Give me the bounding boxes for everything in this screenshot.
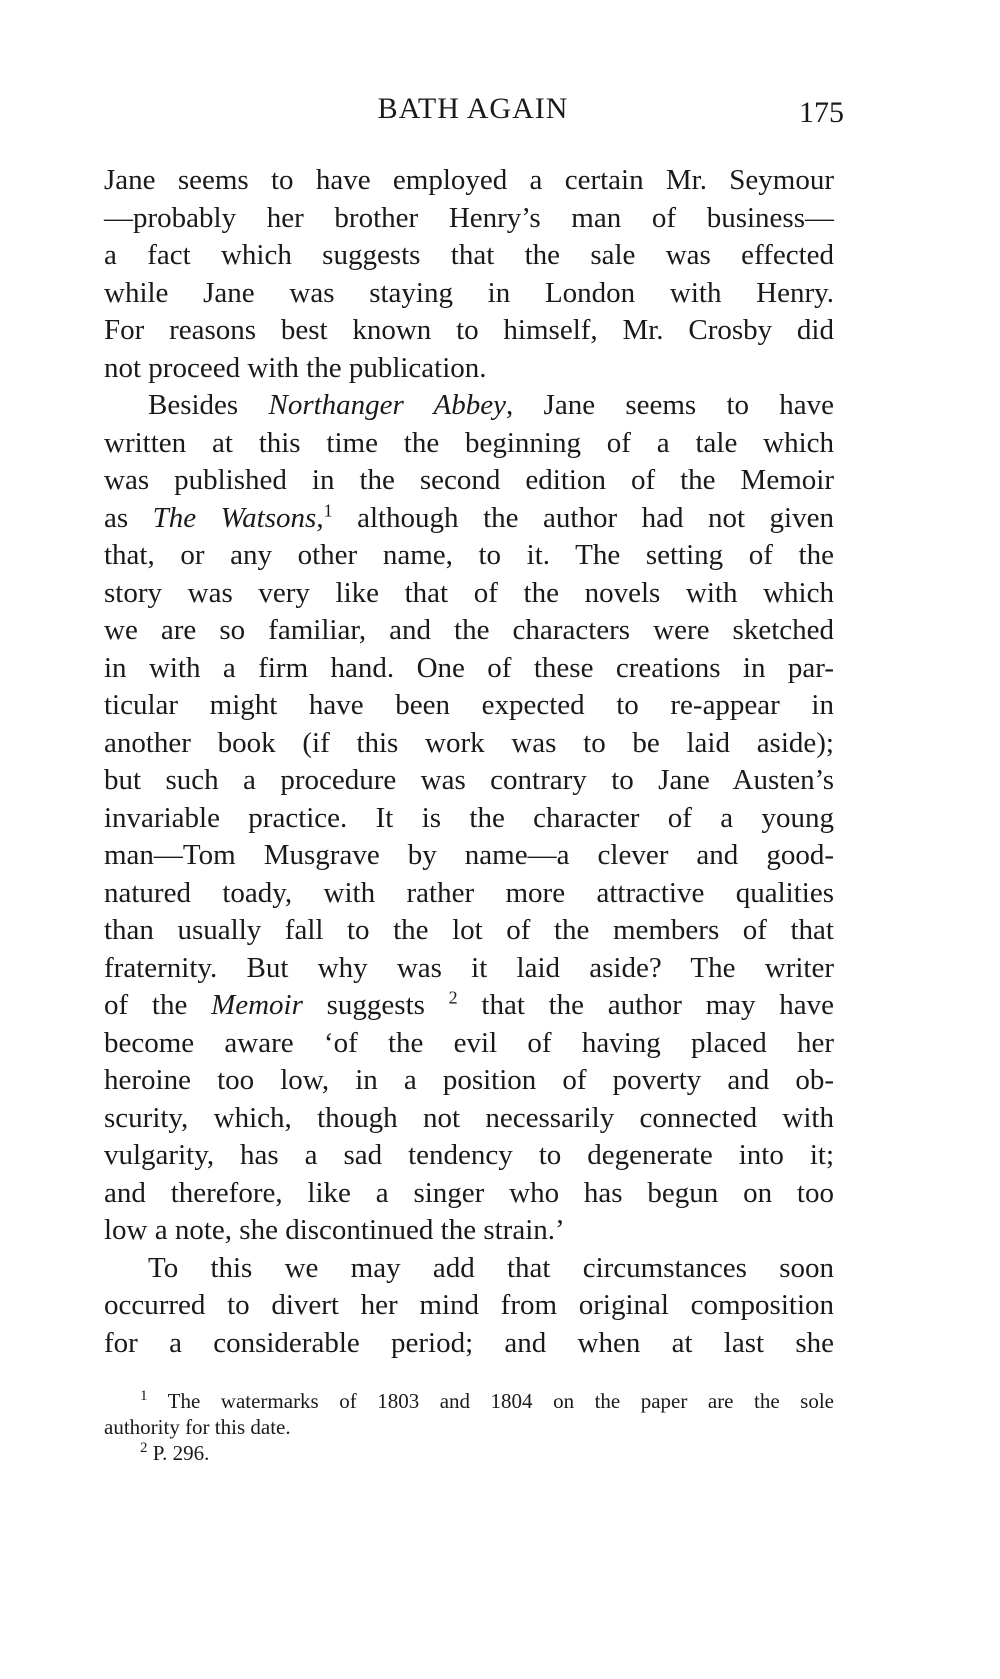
text-line: that, or any other name, to it. The setting of the <box>104 539 834 571</box>
text-line: Jane seems to have employed a certain Mr. Seymour <box>104 164 834 196</box>
footnote-1-text: The watermarks of 1803 and 1804 on the paper are the sole <box>147 1389 834 1413</box>
text-line: another book (if this work was to be laid aside); <box>104 726 834 759</box>
text-line: invariable practice. It is the character of a young <box>104 801 834 834</box>
page-number: 175 <box>799 96 844 129</box>
running-head <box>108 92 844 142</box>
text-line: natured toady, with rather more attractive qualities <box>104 876 834 909</box>
text-run: as <box>104 501 153 534</box>
footnote-ref-2: 2 <box>448 987 458 1008</box>
text-line: For reasons best known to himself, Mr. Crosby did <box>104 314 834 346</box>
text-line <box>104 987 834 1025</box>
footnote-ref-1: 1 <box>323 499 333 520</box>
text-line: To this we may add that circumstances soon <box>148 1251 834 1284</box>
footnote-2-text: P. 296. <box>147 1441 210 1465</box>
text-run: although the author had not given <box>332 501 834 534</box>
text-run: , <box>316 501 324 534</box>
text-line: was published in the second edition of the Memoir <box>104 464 834 496</box>
text-line: not proceed with the publication. <box>104 351 487 384</box>
text-run: , Jane seems to have <box>506 389 835 421</box>
text-line: —probably her brother Henry’s man of business— <box>104 201 834 234</box>
text-line: but such a procedure was contrary to Jane Austen’s <box>104 764 834 796</box>
footnote-1-line <box>104 1388 834 1414</box>
text-line: while Jane was staying in London with Henry. <box>104 276 834 309</box>
italic-title-northanger-abbey: Northanger Abbey <box>268 389 507 421</box>
text-line: we are so familiar, and the characters were sketched <box>104 614 834 646</box>
text-line: a fact which suggests that the sale was effected <box>104 239 834 271</box>
text-line: story was very like that of the novels with which <box>104 576 834 609</box>
text-line: low a note, she discontinued the strain.’ <box>104 1214 565 1246</box>
text-run: of the <box>104 989 212 1021</box>
text-line: written at this time the beginning of a tale which <box>104 426 834 459</box>
text-line: ticular might have been expected to re-appear in <box>104 689 834 721</box>
text-line <box>104 500 834 538</box>
italic-title-memoir: Memoir <box>211 989 303 1021</box>
running-title: BATH AGAIN <box>377 92 569 125</box>
text-line: than usually fall to the lot of the members of that <box>104 914 834 946</box>
text-line: occurred to divert her mind from original composition <box>104 1289 834 1321</box>
footnote-1-continuation: authority for this date. <box>104 1415 291 1439</box>
footnote-1-mark: 1 <box>140 1388 148 1404</box>
footnote-2-mark: 2 <box>140 1440 148 1456</box>
text-line: in with a firm hand. One of these creations in par- <box>104 651 834 684</box>
text-line: man—Tom Musgrave by name—a clever and good- <box>104 839 834 871</box>
text-run: that the author may have <box>457 989 834 1021</box>
text-line <box>104 387 834 425</box>
text-run: suggests <box>302 989 449 1021</box>
footnotes <box>104 1388 834 1466</box>
text-line: scurity, which, though not necessarily connected with <box>104 1101 834 1134</box>
text-line: become aware ‘of the evil of having placed her <box>104 1026 834 1059</box>
italic-title-the-watsons: The Watsons <box>152 501 317 534</box>
text-line: heroine too low, in a position of poverty and ob- <box>104 1064 834 1096</box>
text-line: fraternity. But why was it laid aside? The writer <box>104 951 834 984</box>
text-line: vulgarity, has a sad tendency to degenerate into it; <box>104 1139 834 1171</box>
text-line: for a considerable period; and when at last she <box>104 1326 834 1359</box>
text-line: and therefore, like a singer who has begun on too <box>104 1176 834 1209</box>
body-text <box>104 162 834 1362</box>
footnote-2-line <box>104 1440 834 1466</box>
text-run: Besides <box>148 389 269 421</box>
